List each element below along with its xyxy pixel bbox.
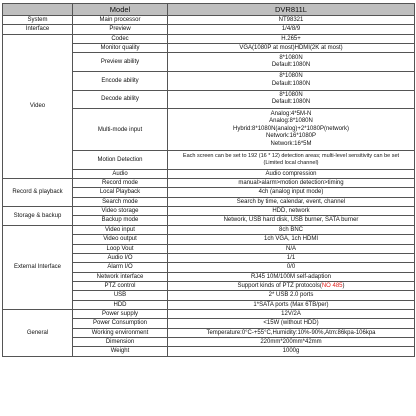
- category-general: General: [3, 309, 73, 356]
- value-power-consumption: <15W (without HDD): [168, 319, 415, 328]
- feature-power-consumption: Power Consumption: [73, 319, 168, 328]
- spec-table: [2, 3, 415, 357]
- feature-working-environment: Working environment: [73, 328, 168, 337]
- value-weight: 1000g: [168, 347, 415, 356]
- value-audio-io: 1/1: [168, 253, 415, 262]
- table-row: [3, 16, 415, 25]
- feature-decode-ability: Decode ability: [73, 90, 168, 109]
- feature-local-playback: Local Playback: [73, 188, 168, 197]
- value-network-interface: RJ45 10M/100M self-adaption: [168, 272, 415, 281]
- value-decode-ability: [168, 90, 415, 109]
- value-video-output: 1ch VGA, 1ch HDMI: [168, 235, 415, 244]
- feature-loop-vout: Loop Vout: [73, 244, 168, 253]
- feature-power-supply: Power supply: [73, 309, 168, 318]
- feature-motion-detection: Motion Detection: [73, 151, 168, 170]
- table-row: [3, 25, 415, 34]
- value-dimension: 220mm*200mm*42mm: [168, 337, 415, 346]
- feature-multi-mode-input: Multi-mode input: [73, 109, 168, 151]
- feature-audio-io: Audio I/O: [73, 253, 168, 262]
- feature-encode-ability: Encode ability: [73, 71, 168, 90]
- category-system: System: [3, 16, 73, 25]
- value-alarm-io: 0/0: [168, 263, 415, 272]
- value-line: Network:16*1080P: [265, 133, 317, 140]
- spec-sheet: [2, 3, 415, 357]
- table-row: [3, 179, 415, 188]
- category-interface: Interface: [3, 25, 73, 34]
- feature-weight: Weight: [73, 347, 168, 356]
- category-video: Video: [3, 34, 73, 178]
- feature-usb: USB: [73, 291, 168, 300]
- ptz-highlight: NO 485: [321, 282, 343, 289]
- ptz-text: Support kinds of PTZ protocols(: [237, 282, 322, 289]
- value-video-input: 8ch BNC: [168, 225, 415, 234]
- feature-search-mode: Search mode: [73, 197, 168, 206]
- table-row: [3, 225, 415, 234]
- value-line: Default:1080N: [271, 99, 311, 106]
- value-ptz-control: [168, 281, 415, 290]
- value-encode-ability: [168, 71, 415, 90]
- value-line: 8*1080N: [279, 73, 303, 80]
- value-multi-mode-input: [168, 109, 415, 151]
- category-external-interface: External Interface: [3, 225, 73, 309]
- value-local-playback: 4ch (analog input mode): [168, 188, 415, 197]
- feature-preview-ability: Preview ability: [73, 53, 168, 72]
- feature-main-processor: Main processor: [73, 16, 168, 25]
- feature-video-storage: Video storage: [73, 207, 168, 216]
- feature-monitor-quality: Monitor quality: [73, 44, 168, 53]
- value-loop-vout: N/A: [168, 244, 415, 253]
- value-working-environment: Temperature:0°C-+55°C,Humidity:10%-90%,Atm:86kpa-106kpa: [168, 328, 415, 337]
- feature-backup-mode: Backup mode: [73, 216, 168, 225]
- table-row: [3, 207, 415, 216]
- feature-audio-compression: Audio compression: [168, 169, 415, 178]
- header-row: [3, 4, 415, 16]
- table-row: [3, 34, 415, 43]
- value-preview: 1/4/8/9: [168, 25, 415, 34]
- feature-network-interface: Network interface: [73, 272, 168, 281]
- value-hdd: 1*SATA ports (Max 6TB/per): [168, 300, 415, 309]
- value-line: Each screen can be set to 192 (16 * 12) detection areas; multi-level sensitivity can be set: [182, 153, 400, 160]
- header-model-value: DVR811L: [168, 4, 415, 16]
- feature-record-mode: Record mode: [73, 179, 168, 188]
- value-backup-mode: Network, USB hard disk, USB burner, SATA burner: [168, 216, 415, 225]
- value-line: Analog:4*5M-N: [270, 110, 312, 117]
- value-line: Analog:8*1080N: [269, 118, 313, 125]
- value-codec: H.265+: [168, 34, 415, 43]
- table-row: [3, 309, 415, 318]
- value-preview-ability: [168, 53, 415, 72]
- value-search-mode: Search by time, calendar, event, channel: [168, 197, 415, 206]
- value-line: Network:16*5M: [270, 140, 312, 147]
- value-main-processor: NT98321: [168, 16, 415, 25]
- value-line: Default:1080N: [271, 62, 311, 69]
- value-line: 8*1080N: [279, 54, 303, 61]
- header-model-label: Model: [73, 4, 168, 16]
- feature-ptz-control: PTZ control: [73, 281, 168, 290]
- ptz-text-end: ): [342, 282, 345, 289]
- feature-video-input: Video input: [73, 225, 168, 234]
- feature-hdd: HDD: [73, 300, 168, 309]
- category-audio: Audio: [73, 169, 168, 178]
- header-category: [3, 4, 73, 16]
- value-motion-detection: [168, 151, 415, 170]
- value-line: Hybrid:8*1080N(analog)+2*1080P(network): [233, 125, 349, 132]
- value-usb: 2* USB 2.0 ports: [168, 291, 415, 300]
- category-record-playback: Record & playback: [3, 179, 73, 207]
- value-record-mode: manual>alarm>motion detection>timing: [168, 179, 415, 188]
- feature-codec: Codec: [73, 34, 168, 43]
- value-power-supply: 12V/2A: [168, 309, 415, 318]
- value-line: 8*1080N: [279, 91, 303, 98]
- value-line: Default:1080N: [271, 80, 311, 87]
- value-line: (Limited local channel): [263, 159, 319, 166]
- value-monitor-quality: VGA(1080P at most)HDMI(2K at most): [168, 44, 415, 53]
- feature-alarm-io: Alarm I/O: [73, 263, 168, 272]
- feature-preview: Preview: [73, 25, 168, 34]
- feature-video-output: Video output: [73, 235, 168, 244]
- feature-dimension: Dimension: [73, 337, 168, 346]
- category-storage-backup: Storage & backup: [3, 207, 73, 226]
- value-video-storage: HDD, network: [168, 207, 415, 216]
